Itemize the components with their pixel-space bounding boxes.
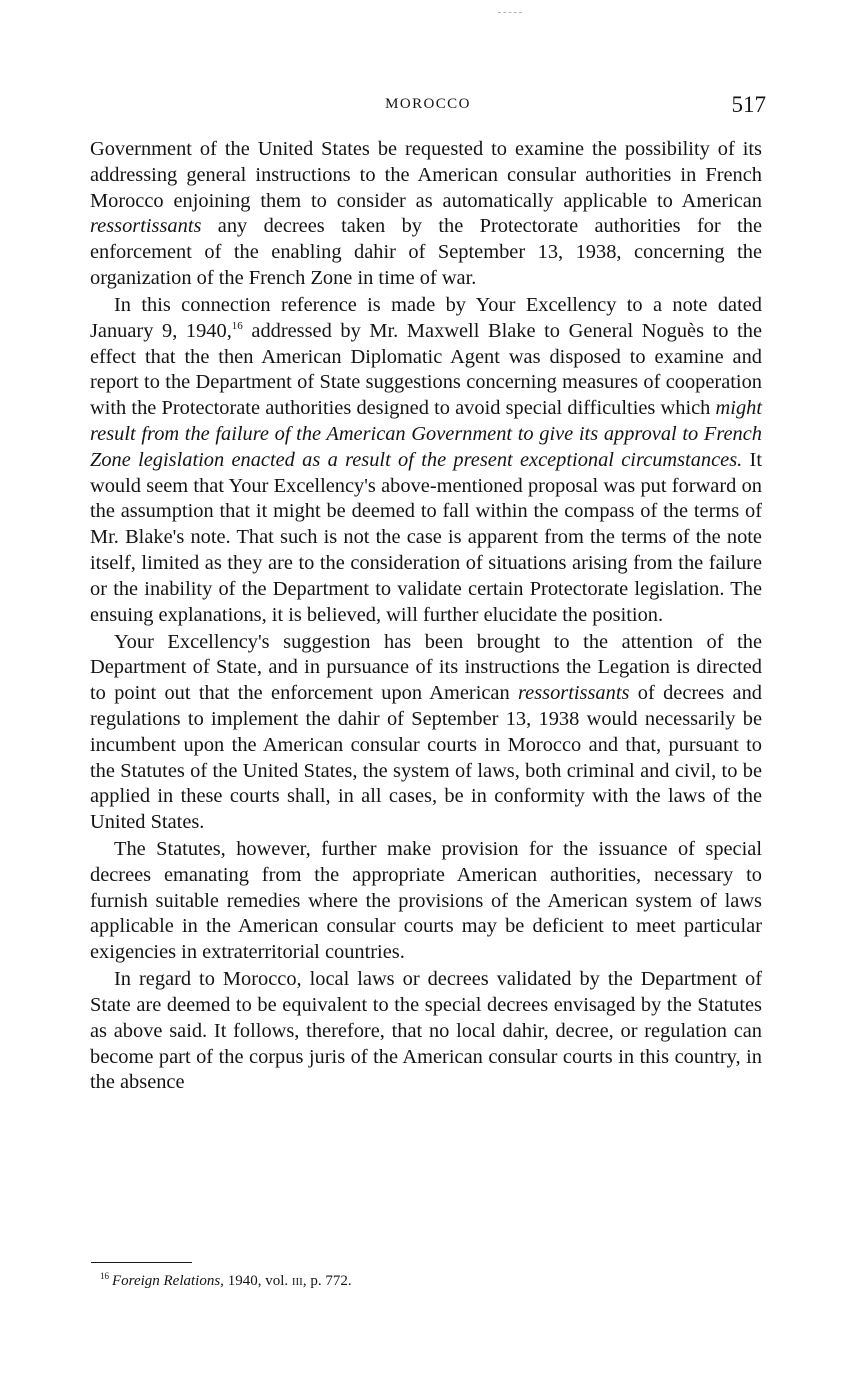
paragraph-3-italic-term: ressortissants — [518, 682, 630, 705]
footnote-year: 1940, vol. — [223, 1273, 292, 1289]
running-head — [90, 92, 766, 122]
footnote-page: , p. 772. — [302, 1273, 352, 1289]
paragraph-2-italic-quote: might result from the failure of the American Government to give its approval to French Zone legislation enacted as a result of the present exceptional circumstances. — [90, 397, 762, 471]
footnote-divider — [91, 1262, 192, 1263]
paragraph-4: The Statutes, however, further make provision for the issuance of special decrees emanating from the appropriate American authorities, necessary to furnish suitable remedies where the provisions of the American system of laws applicable in the American consular courts may be deficient to meet particular exigencies in extraterritorial countries. — [90, 838, 762, 964]
paragraph-3-text-a: Your Excellency's suggestion has been brought to the attention of the Department of State, and in pursuance of its instructions the Legation is directed to point out that the enforcement upon American — [90, 630, 762, 705]
paragraph-1-text-c: any decrees taken by the Protectorate authorities for the enforcement of the enabling dahir of September 13, 1938, concerning the organization of the French Zone in time of war. — [90, 215, 762, 289]
paragraph-2-text-b: addressed by Mr. Maxwell Blake to General Noguès to the effect that the then American Diplomatic Agent was disposed to examine and report to the Department of State suggestions concerning measures of cooperation with the Protectorate authorities designed to avoid special difficulties which — [90, 319, 762, 420]
footnote — [100, 1271, 760, 1291]
paragraph-2 — [90, 293, 762, 628]
footnote-source: Foreign Relations, — [112, 1273, 224, 1289]
footnote-reference: 16 — [231, 319, 243, 332]
paragraph-3 — [90, 630, 762, 836]
paragraph-3-text-c: of decrees and regulations to implement the dahir of September 13, 1938 would necessarily be incumbent upon the American consular courts in Morocco and that, pursuant to the Statutes of the United States, the system of laws, both criminal and civil, to be applied in these courts shall, in all cases, be in conformity with the laws of the United States. — [90, 682, 762, 834]
page-number: 517 — [731, 92, 766, 117]
paragraph-2-text-a: In this connection reference is made by Your Excellency to a note dated January 9, 1940, — [90, 293, 762, 342]
running-title: MOROCCO — [385, 96, 471, 112]
paragraph-5: In regard to Morocco, local laws or decrees validated by the Department of State are deemed to be equivalent to the special decrees envisaged by the Statutes as above said. It follows, therefore, that no local dahir, decree, or regulation can become part of the corpus juris of the American consular courts in this country, in the absence — [90, 968, 762, 1094]
footnote-volume: iii — [291, 1273, 303, 1289]
paragraph-1-text-a: Government of the United States be requested to examine the possibility of its addressing general instructions to the American consular authorities in French Morocco enjoining them to consider as automatically applicable to American — [90, 138, 762, 212]
paragraph-2-text-d: It would seem that Your Excellency's above-mentioned proposal was put forward on the assumption that it might be deemed to fall within the compass of the terms of Mr. Blake's note. That such is not the case is apparent from the terms of the note itself, limited as they are to the consideration of situations arising from the failure or the inability of the Department to validate certain Protectorate legislation. The ensuing explanations, it is believed, will further elucidate the position. — [90, 448, 762, 626]
scan-artifact-mark — [498, 12, 522, 14]
body-text — [90, 137, 762, 1097]
footnote-marker: 16 — [100, 1271, 109, 1281]
paragraph-1-italic-term: ressortissants — [90, 215, 202, 238]
paragraph-1 — [90, 137, 762, 292]
